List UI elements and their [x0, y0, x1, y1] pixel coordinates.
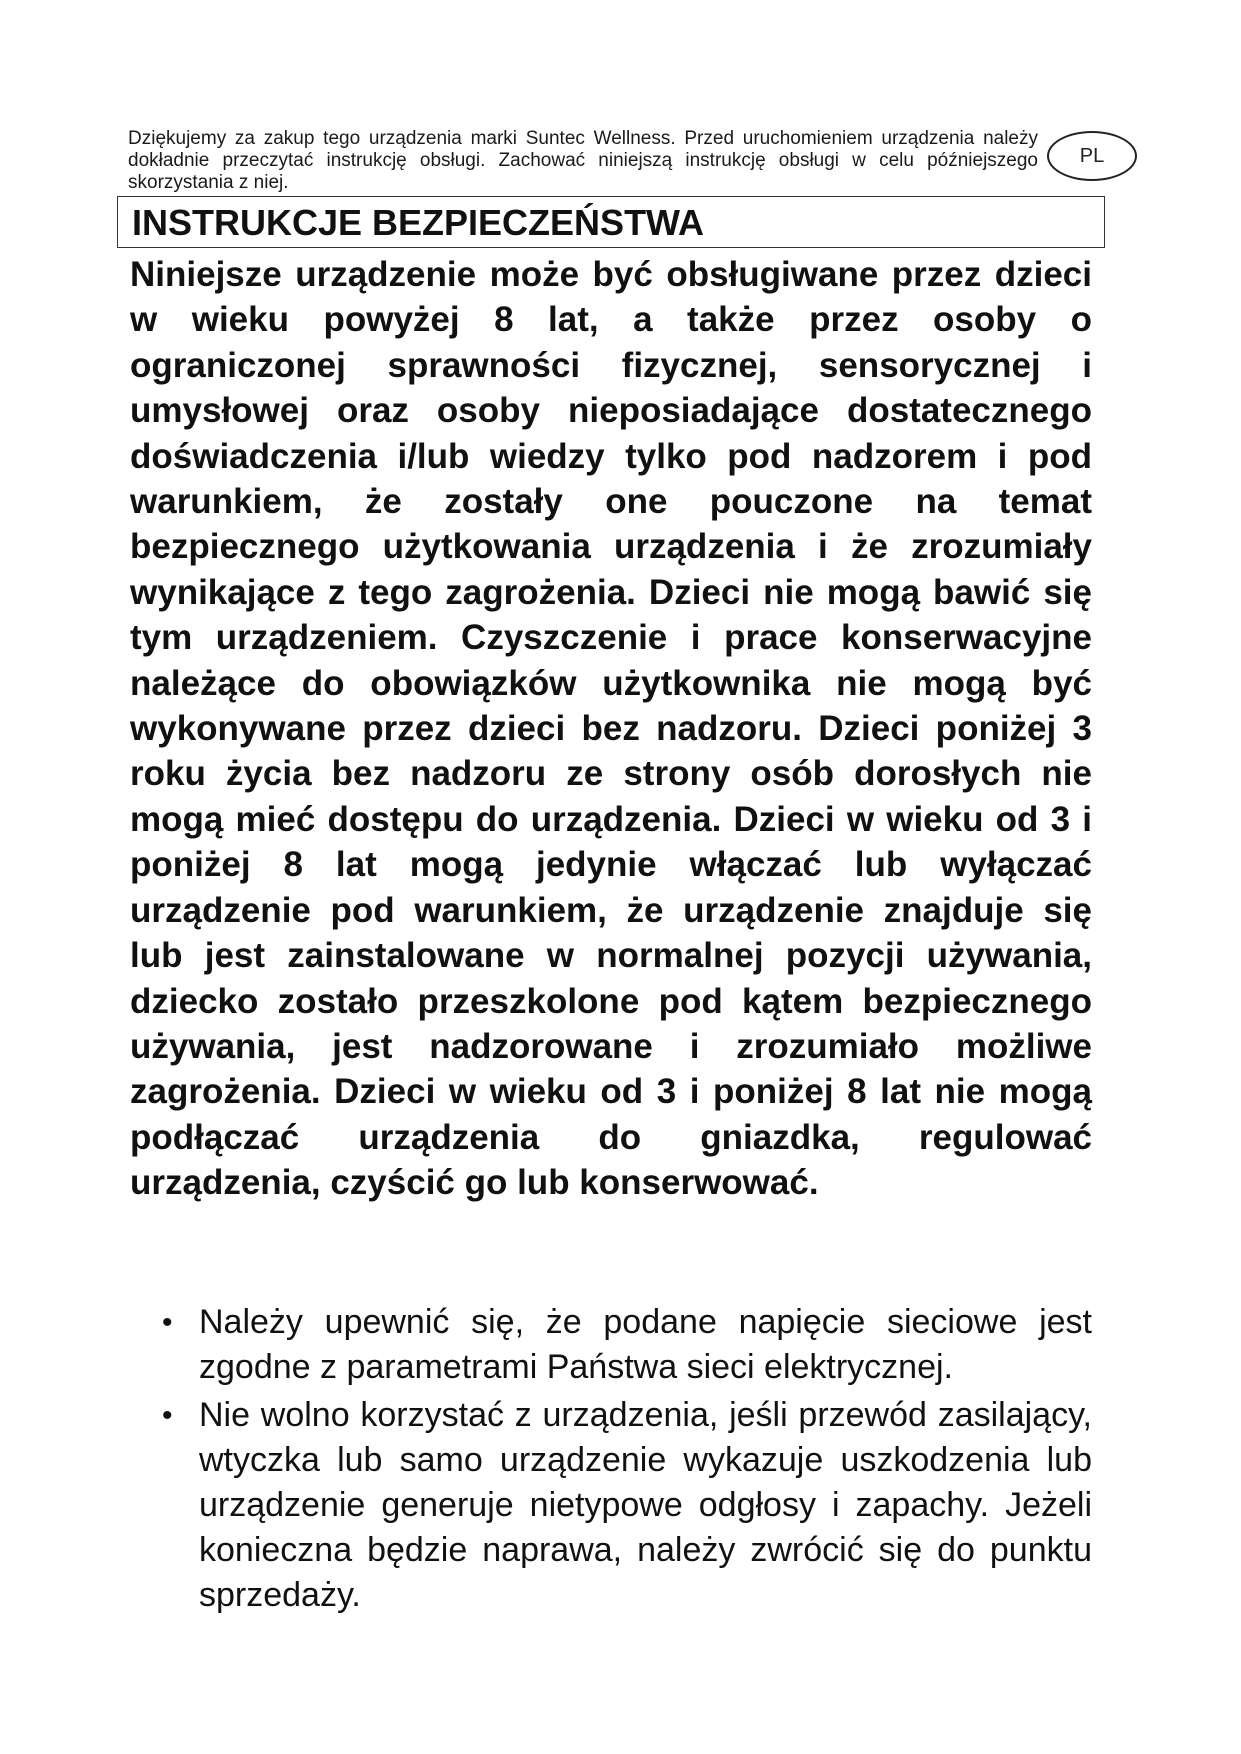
bullet-text: Nie wolno korzystać z urządzenia, jeśli przewód zasilający, wtyczka lub samo urządzenie wykazuje uszkodzenia lub urządzenie generuje nietypowe odgłosy i zapachy. Jeżeli konieczna będzie naprawa, należy zwrócić się do punktu sprzedaży. [199, 1396, 1092, 1614]
bullet-item [160, 1300, 1092, 1390]
language-badge-label: PL [1079, 144, 1105, 167]
bullet-item [160, 1393, 1092, 1618]
intro-text: Dziękujemy za zakup tego urządzenia marki Suntec Wellness. Przed uruchomieniem urządzenia należy dokładnie przeczytać instrukcję obsługi. Zachować niniejszą instrukcję obsługi w celu późniejszego skorzystania z niej. [128, 128, 1038, 193]
section-title-box [117, 196, 1105, 248]
bullet-icon: • [162, 1306, 173, 1339]
bullet-icon: • [162, 1399, 173, 1432]
language-badge [1047, 131, 1137, 181]
section-title: INSTRUKCJE BEZPIECZEŃSTWA [132, 202, 705, 243]
safety-warning-paragraph: Niniejsze urządzenie może być obsługiwane przez dzieci w wieku powyżej 8 lat, a także przez osoby o ograniczonej sprawności fizycznej, sensorycznej i umysłowej oraz osoby nieposiadające dostatecznego doświadczenia i/lub wiedzy tylko pod nadzorem i pod warunkiem, że zostały one pouczone na temat bezpiecznego użytkowania urządzenia i że zrozumiały wynikające z tego zagrożenia. Dzieci nie mogą bawić się tym urządzeniem. Czyszczenie i prace konserwacyjne należące do obowiązków użytkownika nie mogą być wykonywane przez dzieci bez nadzoru. Dzieci poniżej 3 roku życia bez nadzoru ze strony osób dorosłych nie mogą mieć dostępu do urządzenia. Dzieci w wieku od 3 i poniżej 8 lat mogą jedynie włączać lub wyłączać urządzenie pod warunkiem, że urządzenie znajduje się lub jest zainstalowane w normalnej pozycji używania, dziecko zostało przeszkolone pod kątem bezpiecznego używania, jest nadzorowane i zrozumiało możliwe zagrożenia. Dzieci w wieku od 3 i poniżej 8 lat nie mogą podłączać urządzenia do gniazdka, regulować urządzenia, czyścić go lub konserwować. [130, 255, 1092, 1203]
bullet-text: Należy upewnić się, że podane napięcie sieciowe jest zgodne z parametrami Państwa sieci elektrycznej. [199, 1303, 1092, 1386]
safety-bullet-list [160, 1300, 1092, 1621]
